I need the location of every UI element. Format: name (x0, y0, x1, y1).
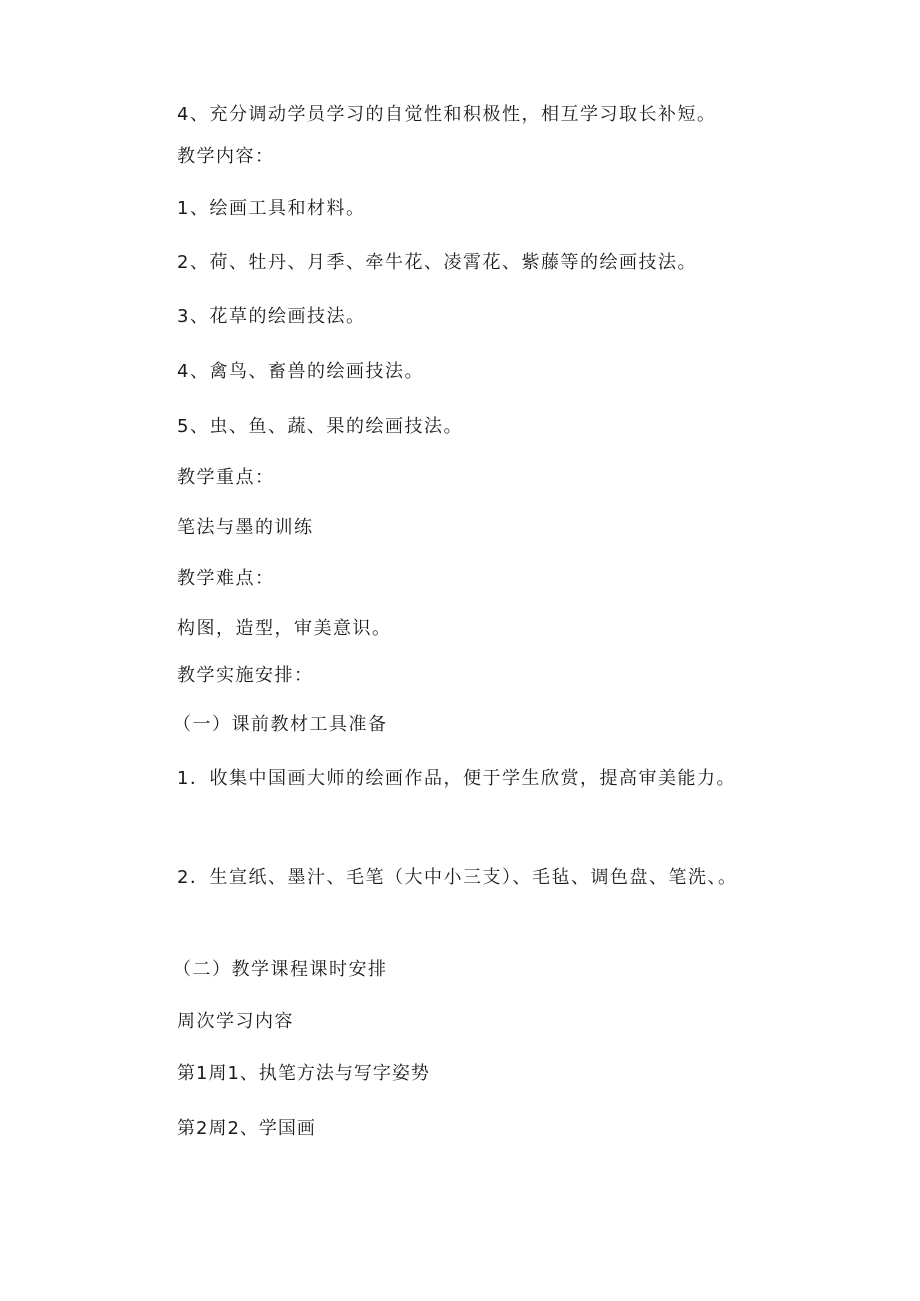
section-heading-arrangement: 教学实施安排： (177, 665, 314, 686)
subsection-heading-preparation: （一）课前教材工具准备 (173, 714, 388, 735)
content-item-2: 2、荷、牡丹、月季、牵牛花、凌霄花、紫藤等的绘画技法。 (177, 252, 697, 273)
schedule-week-2: 第2周2、学国画 (177, 1118, 316, 1139)
content-item-3: 3、花草的绘画技法。 (177, 306, 366, 327)
content-item-1: 1、绘画工具和材料。 (177, 198, 366, 219)
content-item-4: 4、禽鸟、畜兽的绘画技法。 (177, 361, 424, 382)
preparation-item-1: 1．收集中国画大师的绘画作品，便于学生欣赏，提高审美能力。 (177, 768, 736, 789)
key-points-text: 笔法与墨的训练 (177, 517, 314, 538)
content-item-5: 5、虫、鱼、蔬、果的绘画技法。 (177, 416, 463, 437)
schedule-header: 周次学习内容 (177, 1011, 294, 1032)
schedule-week-1: 第1周1、执笔方法与写字姿势 (177, 1063, 430, 1084)
difficulties-text: 构图，造型，审美意识。 (177, 618, 392, 639)
section-heading-difficulties: 教学难点： (177, 568, 275, 589)
objective-item-4: 4、充分调动学员学习的自觉性和积极性，相互学习取长补短。 (177, 104, 717, 125)
section-heading-content: 教学内容： (177, 146, 275, 167)
subsection-heading-schedule: （二）教学课程课时安排 (173, 959, 388, 980)
section-heading-key-points: 教学重点： (177, 467, 275, 488)
preparation-item-2: 2．生宣纸、墨汁、毛笔（大中小三支）、毛毡、调色盘、笔洗、。 (177, 867, 738, 888)
